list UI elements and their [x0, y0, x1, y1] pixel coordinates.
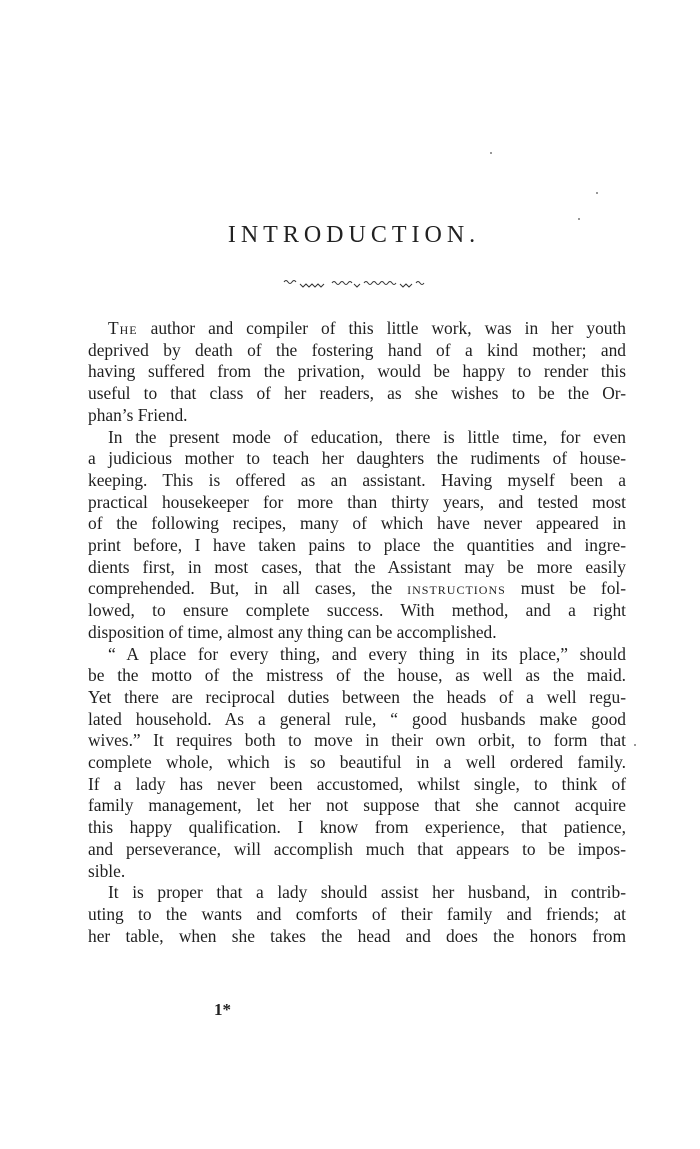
- print-speck: [578, 218, 580, 220]
- text-line: print before, I have taken pains to place the quantities and ingre-: [88, 535, 626, 556]
- text-line: dients first, in most cases, that the Assistant may be more easily: [88, 556, 626, 577]
- text-line: complete whole, which is so beautiful in a well ordered family.: [88, 752, 626, 773]
- introduction-text: [88, 318, 626, 947]
- text-line: disposition of time, almost any thing can be accomplished.: [88, 621, 497, 642]
- text-line: of the following recipes, many of which have never appeared in: [88, 513, 626, 534]
- paragraph: [88, 318, 626, 427]
- paragraph: [88, 427, 626, 644]
- text-line: a judicious mother to teach her daughters the rudiments of house-: [88, 448, 626, 469]
- text-line: phan’s Friend.: [88, 404, 188, 425]
- text-line: sible.: [88, 860, 126, 881]
- text-line: practical housekeeper for more than thirty years, and tested most: [88, 491, 626, 512]
- text-line: It is proper that a lady should assist her husband, in contrib-: [108, 882, 626, 903]
- text-line: be the motto of the mistress of the house, as well as the maid.: [88, 665, 626, 686]
- text-line: deprived by death of the fostering hand of a kind mother; and: [88, 339, 626, 360]
- text-line: If a lady has never been accustomed, whilst single, to think of: [88, 773, 626, 794]
- paragraph: [88, 644, 626, 883]
- small-caps-word: The: [108, 318, 138, 338]
- decorative-rule: [282, 278, 428, 290]
- text-line: Yet there are reciprocal duties between the heads of a well regu-: [88, 686, 626, 707]
- signature-mark: 1*: [214, 1000, 231, 1019]
- text-line: uting to the wants and comforts of their family and friends; at: [88, 903, 626, 924]
- print-speck: [596, 192, 598, 194]
- text-line: having suffered from the privation, would be happy to render this: [88, 361, 626, 382]
- paragraph: [88, 882, 626, 947]
- text-line: useful to that class of her readers, as she wishes to be the Or-: [88, 383, 626, 404]
- small-caps-word: instructions: [407, 578, 506, 599]
- text-line: In the present mode of education, there is little time, for even: [108, 426, 626, 447]
- print-speck: [490, 152, 492, 154]
- text-line: and perseverance, will accomplish much that appears to be impos-: [88, 838, 626, 859]
- page-title: INTRODUCTION.: [227, 222, 481, 248]
- text-line: family management, let her not suppose that she cannot acquire: [88, 795, 626, 816]
- text-line: “ A place for every thing, and every thing in its place,” should: [108, 643, 626, 664]
- text-line: [88, 318, 626, 340]
- text-line: keeping. This is offered as an assistant. Having myself been a: [88, 469, 626, 490]
- text-line: [88, 578, 626, 600]
- text-line: her table, when she takes the head and does the honors from: [88, 925, 626, 946]
- text-line: lated household. As a general rule, “ good husbands make good: [88, 708, 626, 729]
- text-line: wives.” It requires both to move in their own orbit, to form that: [88, 730, 626, 751]
- text-segment: author and compiler of this little work, was in her youth: [137, 318, 626, 338]
- text-segment: comprehended. But, in all cases, the: [88, 578, 408, 599]
- text-segment: must be fol-: [505, 578, 627, 599]
- print-speck: [634, 744, 636, 746]
- text-line: lowed, to ensure complete success. With method, and a right: [88, 600, 626, 621]
- text-line: this happy qualification. I know from experience, that patience,: [88, 817, 626, 838]
